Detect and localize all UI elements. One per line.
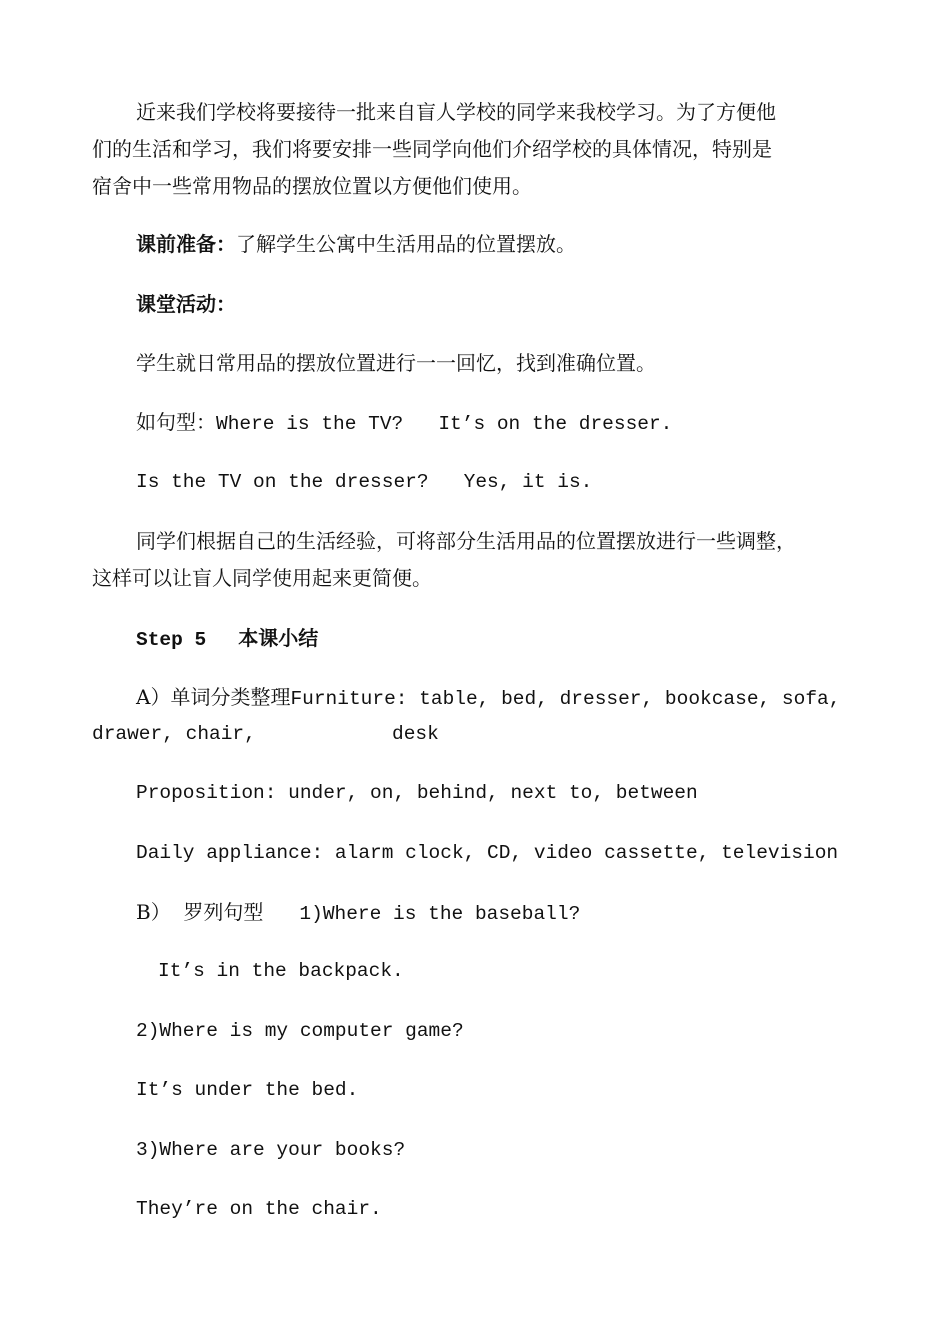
- prep-label: 课前准备：: [136, 232, 236, 256]
- intro-line-2: 们的生活和学习，我们将要安排一些同学向他们介绍学校的具体情况，特别是: [92, 137, 772, 161]
- step5-heading: [136, 625, 318, 653]
- furniture-line-1: Furniture: table, bed, dresser, bookcase, sofa,: [290, 688, 841, 710]
- prep-paragraph: [136, 231, 576, 257]
- intro-line-1: 近来我们学校将要接待一批来自盲人学校的同学来我校学习。为了方便他: [136, 100, 776, 124]
- question-3: 3)Where are your books?: [136, 1139, 406, 1161]
- appliance-line: Daily appliance: alarm clock, CD, video cassette, television: [136, 842, 839, 864]
- adjust-line-1: 同学们根据自己的生活经验，可将部分生活用品的位置摆放进行一些调整，: [136, 529, 796, 553]
- pattern-sentence-1: Where is the TV? It’s on the dresser.: [216, 413, 673, 435]
- pattern-prefix: 如句型：: [136, 410, 216, 434]
- furniture-line-2a: drawer, chair,: [92, 723, 256, 745]
- question-1: 1)Where is the baseball?: [299, 903, 581, 925]
- step5-label: Step 5: [136, 629, 207, 651]
- words-line-1: [136, 684, 840, 712]
- intro-line-3: 宿舍中一些常用物品的摆放位置以方便他们使用。: [92, 174, 532, 198]
- proposition-line: Proposition: under, on, behind, next to, between: [136, 782, 698, 804]
- activity-recall: 学生就日常用品的摆放位置进行一一回忆，找到准确位置。: [136, 351, 656, 375]
- prep-text: 了解学生公寓中生活用品的位置摆放。: [236, 232, 576, 256]
- words-prefix: A）单词分类整理: [136, 685, 291, 709]
- question-2: 2)Where is my computer game?: [136, 1020, 464, 1042]
- answer-2: It’s under the bed.: [136, 1079, 359, 1101]
- step5-title: 本课小结: [238, 626, 319, 650]
- sentences-prefix: B） 罗列句型: [136, 900, 264, 924]
- answer-1: It’s in the backpack.: [158, 960, 404, 982]
- pattern-line-2: Is the TV on the dresser? Yes, it is.: [136, 471, 593, 493]
- answer-3: They’re on the chair.: [136, 1198, 382, 1220]
- pattern-line-1: [136, 409, 672, 437]
- adjust-line-2: 这样可以让盲人同学使用起来更简便。: [92, 566, 432, 590]
- furniture-line-2b: desk: [392, 723, 439, 745]
- activity-label: 课堂活动：: [136, 292, 236, 316]
- sentences-line-1: [136, 899, 580, 927]
